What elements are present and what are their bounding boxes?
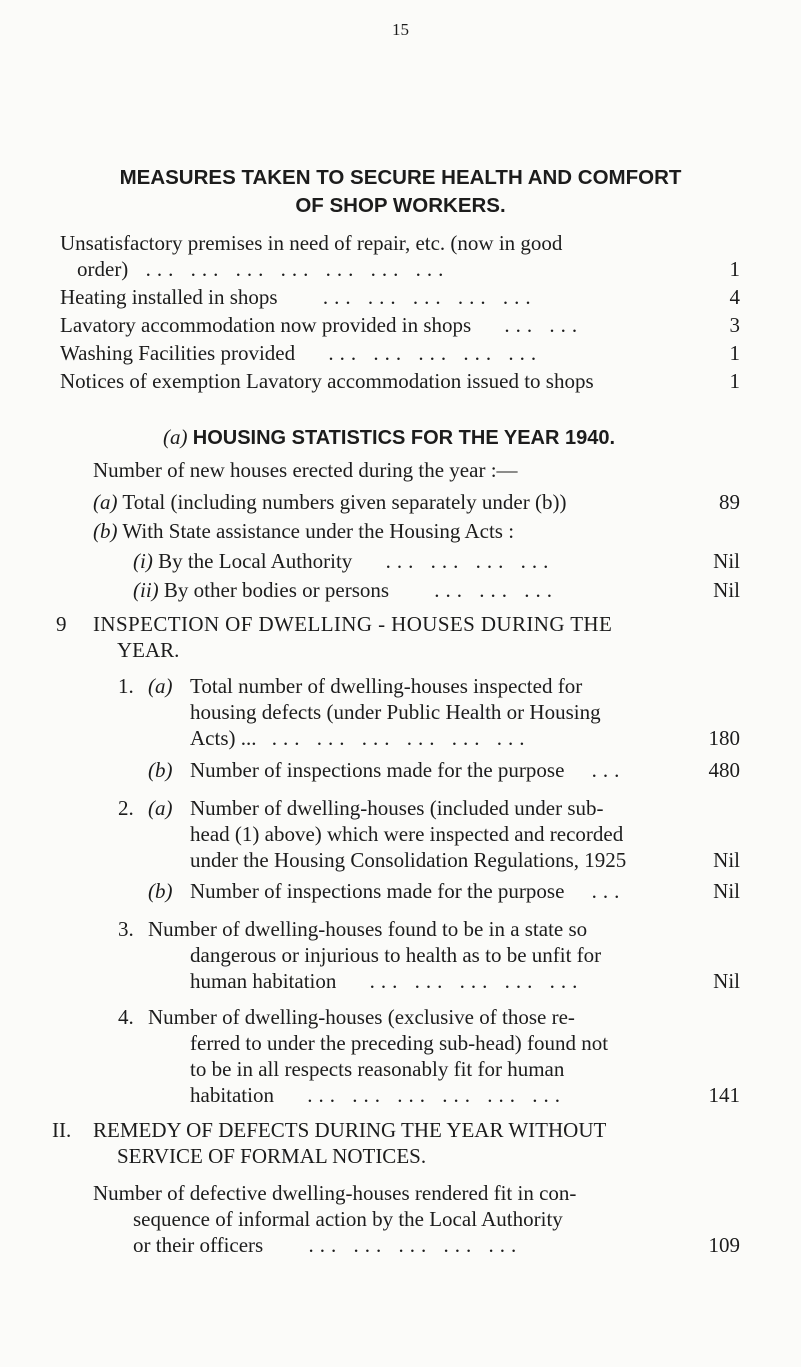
housing-local-authority: (i) By the Local Authority ... ... ... ...: [133, 549, 555, 573]
inspection-item3-line3: human habitation ... ... ... ... ...: [190, 969, 584, 993]
shop-item-3-value: 3: [729, 313, 740, 337]
inspection-item1a-marker: (a): [148, 674, 173, 698]
inspection-item4-line4: habitation ... ... ... ... ... ...: [190, 1083, 566, 1107]
inspection-item2a-value: Nil: [713, 848, 740, 872]
inspection-item4-line1: Number of dwelling-houses (exclusive of those re-: [148, 1005, 575, 1029]
housing-total-value: 89: [719, 490, 740, 514]
housing-other-bodies: (ii) By other bodies or persons ... ... ...: [133, 578, 559, 602]
shop-item-4: Washing Facilities provided ... ... ... ... ...: [60, 341, 543, 365]
inspection-item1b: Number of inspections made for the purpose ...: [190, 758, 626, 782]
remedy-line3: or their officers ... ... ... ... ...: [133, 1233, 523, 1257]
housing-intro: Number of new houses erected during the year :—: [93, 458, 518, 482]
inspection-title-line1: INSPECTION OF DWELLING - HOUSES DURING THE: [93, 612, 613, 636]
inspection-item3-number: 3.: [118, 917, 134, 941]
housing-other-bodies-value: Nil: [713, 578, 740, 602]
shop-item-2-value: 4: [729, 285, 740, 309]
inspection-item1a-line1: Total number of dwelling-houses inspected for: [190, 674, 583, 698]
housing-local-authority-value: Nil: [713, 549, 740, 573]
remedy-value: 109: [708, 1233, 740, 1257]
remedy-line2: sequence of informal action by the Local Authority: [133, 1207, 563, 1231]
inspection-item2b-marker: (b): [148, 879, 173, 903]
remedy-title-line2: SERVICE OF FORMAL NOTICES.: [117, 1144, 427, 1168]
remedy-number: II.: [52, 1118, 72, 1142]
inspection-item3-value: Nil: [713, 969, 740, 993]
inspection-item1-number: 1.: [118, 674, 134, 698]
shop-section-title-line2: OF SHOP WORKERS.: [295, 194, 506, 217]
inspection-item2a-marker: (a): [148, 796, 173, 820]
inspection-item2a-line2: head (1) above) which were inspected and recorded: [190, 822, 624, 846]
shop-item-4-value: 1: [729, 341, 740, 365]
inspection-item2a-line3: under the Housing Consolidation Regulations, 1925: [190, 848, 627, 872]
inspection-number: 9: [56, 612, 67, 636]
page-number: 15: [392, 20, 409, 39]
inspection-item2a-line1: Number of dwelling-houses (included under sub-: [190, 796, 604, 820]
shop-item-3: Lavatory accommodation now provided in shops ... ...: [60, 313, 584, 337]
remedy-line1: Number of defective dwelling-houses rendered fit in con-: [93, 1181, 577, 1205]
housing-total: (a) Total (including numbers given separately under (b)): [93, 490, 567, 514]
inspection-item4-value: 141: [708, 1083, 740, 1107]
inspection-item2b: Number of inspections made for the purpose ...: [190, 879, 626, 903]
inspection-item4-line2: ferred to under the preceding sub-head) found not: [190, 1031, 609, 1055]
shop-section-title-line1: MEASURES TAKEN TO SECURE HEALTH AND COMFORT: [119, 166, 682, 189]
shop-item-5-value: 1: [729, 369, 740, 393]
inspection-item4-number: 4.: [118, 1005, 134, 1029]
shop-item-5: Notices of exemption Lavatory accommodation issued to shops: [60, 369, 594, 393]
housing-stats-heading: (a) HOUSING STATISTICS FOR THE YEAR 1940.: [163, 425, 616, 449]
shop-item-1-line1: Unsatisfactory premises in need of repair, etc. (now in good: [60, 231, 563, 255]
inspection-item1a-line3: Acts) ... ... ... ... ... ... ...: [190, 726, 531, 750]
remedy-title-line1: REMEDY OF DEFECTS DURING THE YEAR WITHOUT: [93, 1118, 607, 1142]
inspection-item2b-value: Nil: [713, 879, 740, 903]
shop-item-1-line2: order) ... ... ... ... ... ... ...: [77, 257, 450, 281]
inspection-item4-line3: to be in all respects reasonably fit for human: [190, 1057, 565, 1081]
inspection-item1a-value: 180: [708, 726, 740, 750]
inspection-item2-number: 2.: [118, 796, 134, 820]
inspection-item1a-line2: housing defects (under Public Health or Housing: [190, 700, 601, 724]
shop-item-1-value: 1: [729, 257, 740, 281]
housing-state-assistance: (b) With State assistance under the Housing Acts :: [93, 519, 515, 543]
inspection-item3-line2: dangerous or injurious to health as to be unfit for: [190, 943, 602, 967]
shop-item-2: Heating installed in shops ... ... ... ... ...: [60, 285, 537, 309]
inspection-item1b-marker: (b): [148, 758, 173, 782]
inspection-item1b-value: 480: [708, 758, 740, 782]
inspection-title-line2: YEAR.: [117, 638, 180, 662]
inspection-item3-line1: Number of dwelling-houses found to be in a state so: [148, 917, 588, 941]
